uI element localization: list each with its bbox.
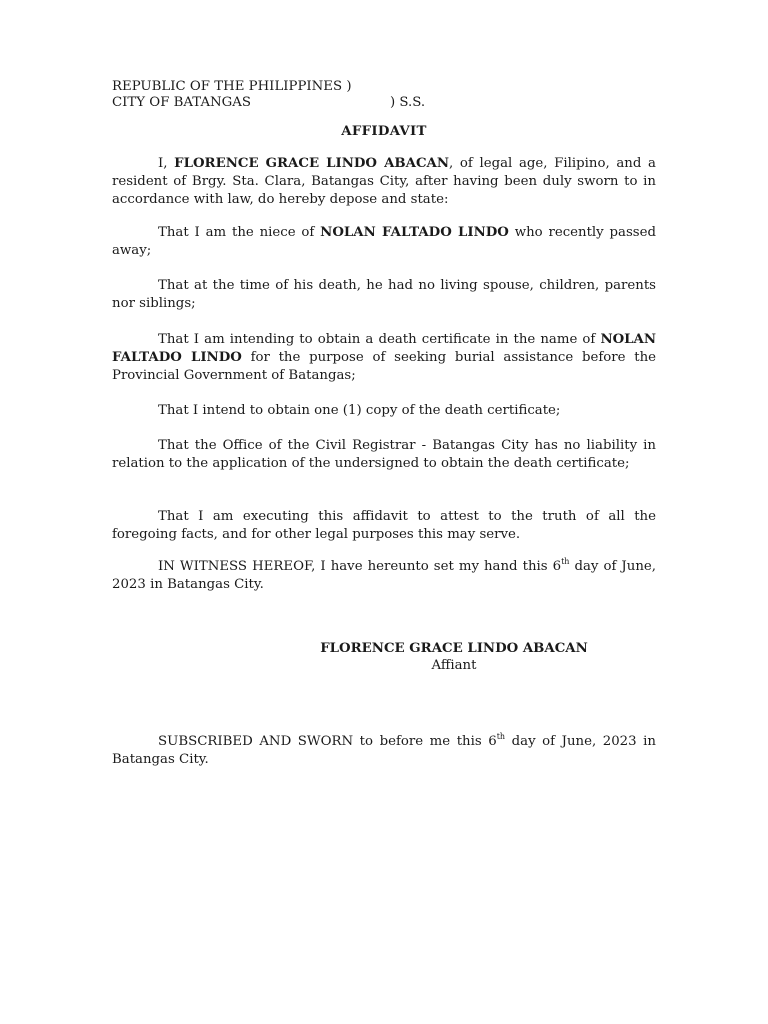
jurat-sup: th: [496, 732, 506, 741]
affiant-name-intro: FLORENCE GRACE LINDO ABACAN: [174, 156, 449, 171]
p3-pre: That I am intending to obtain a death certificate in the name of: [158, 332, 601, 347]
p1-post: who recently passed away;: [112, 225, 656, 258]
intro-post: , of legal age, Filipino, and a resident of Brgy. Sta. Clara, Batangas City, after having been duly sworn to in accordance with law, do hereby depose and state:: [112, 156, 656, 207]
jurat-post: day of June, 2023 in Batangas City.: [112, 734, 656, 767]
paragraph-witness: [112, 558, 656, 594]
witness-pre: IN WITNESS HEREOF, I have hereunto set my hand this 6: [158, 559, 562, 574]
paragraph-no-relatives: That at the time of his death, he had no living spouse, children, parents nor siblings;: [112, 278, 656, 311]
witness-post: day of June, 2023 in Batangas City.: [112, 559, 656, 592]
jurat-pre: SUBSCRIBED AND SWORN to before me this 6: [158, 734, 497, 749]
p1-pre: That I am the niece of: [158, 225, 321, 240]
paragraph-niece: [112, 224, 656, 260]
paragraph-civil-registrar: That the Office of the Civil Registrar - Batangas City has no liability in relation to the application of the undersigned to obtain the death certificate;: [112, 438, 656, 471]
document-title: AFFIDAVIT: [341, 124, 427, 139]
header-ss: ) S.S.: [390, 95, 426, 110]
signature-name: FLORENCE GRACE LINDO ABACAN: [320, 641, 588, 656]
signature-role: Affiant: [431, 658, 477, 673]
p3-post: for the purpose of seeking burial assistance before the Provincial Government of Batangas;: [112, 350, 657, 383]
paragraph-copy-count: That I intend to obtain one (1) copy of the death certificate;: [158, 403, 561, 418]
deceased-name-1: NOLAN FALTADO LINDO: [320, 225, 509, 240]
paragraph-death-certificate: [112, 331, 656, 385]
intro-paragraph: [112, 155, 656, 209]
deceased-name-2: NOLAN FALTADO LINDO: [112, 332, 656, 365]
paragraph-jurat: [112, 733, 656, 769]
intro-pre: I,: [158, 156, 175, 171]
header-city: CITY OF BATANGAS: [112, 95, 252, 110]
paragraph-attest: That I am executing this affidavit to attest to the truth of all the foregoing facts, and for other legal purposes this may serve.: [112, 509, 656, 542]
header-republic: REPUBLIC OF THE PHILIPPINES ): [112, 79, 352, 94]
witness-sup: th: [561, 557, 570, 566]
